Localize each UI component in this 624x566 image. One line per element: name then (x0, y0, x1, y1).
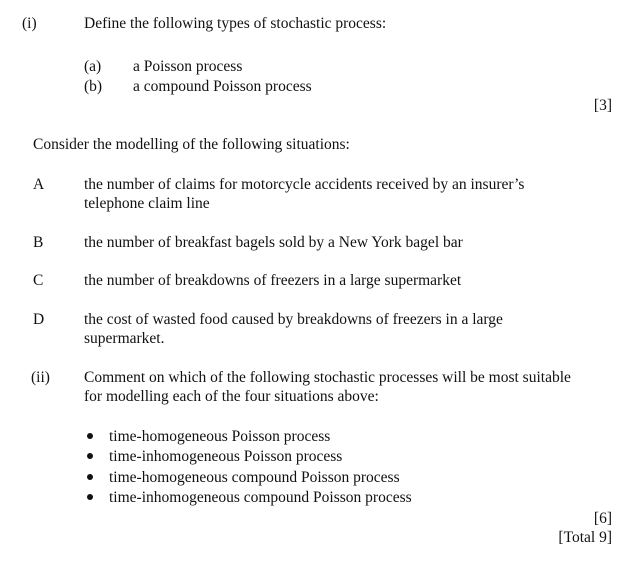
situation-b-label: B (33, 234, 44, 251)
situation-c-label: C (33, 272, 44, 289)
part-i-item-a-text: a Poisson process (133, 58, 243, 75)
bullet-item: time-homogeneous compound Poisson process (109, 469, 400, 486)
total-marks: [Total 9] (558, 529, 612, 546)
situation-d-line1: the cost of wasted food caused by breakdowns of freezers in a large (84, 311, 503, 328)
bullet-dot-icon (87, 433, 93, 439)
part-ii-marks: [6] (593, 510, 612, 527)
bullet-item: time-inhomogeneous compound Poisson process (109, 489, 412, 506)
situations-intro: Consider the modelling of the following situations: (33, 136, 350, 153)
bullet-item: time-inhomogeneous Poisson process (109, 448, 343, 465)
situation-a-line2: telephone claim line (84, 195, 210, 212)
part-i-item-b-label: (b) (84, 78, 103, 95)
part-i-marks: [3] (593, 97, 612, 114)
part-i-prompt: Define the following types of stochastic process: (84, 15, 387, 32)
bullet-item: time-homogeneous Poisson process (109, 428, 331, 445)
bullet-dot-icon (87, 474, 93, 480)
situation-d-line2: supermarket. (84, 330, 165, 347)
part-i-item-b-text: a compound Poisson process (133, 78, 312, 95)
bullet-dot-icon (87, 453, 93, 459)
situation-b-line1: the number of breakfast bagels sold by a New York bagel bar (84, 234, 463, 251)
situation-c-line1: the number of breakdowns of freezers in a large supermarket (84, 272, 462, 289)
situation-d-label: D (33, 311, 45, 328)
part-ii-line1: Comment on which of the following stochastic processes will be most suitable (84, 369, 571, 386)
part-ii-label: (ii) (31, 369, 50, 386)
situation-a-label: A (33, 176, 45, 193)
bullet-dot-icon (87, 494, 93, 500)
part-i-label: (i) (22, 15, 37, 32)
situation-a-line1: the number of claims for motorcycle accidents received by an insurer’s (84, 176, 525, 193)
part-ii-line2: for modelling each of the four situations above: (84, 388, 379, 405)
part-i-item-a-label: (a) (84, 58, 102, 75)
